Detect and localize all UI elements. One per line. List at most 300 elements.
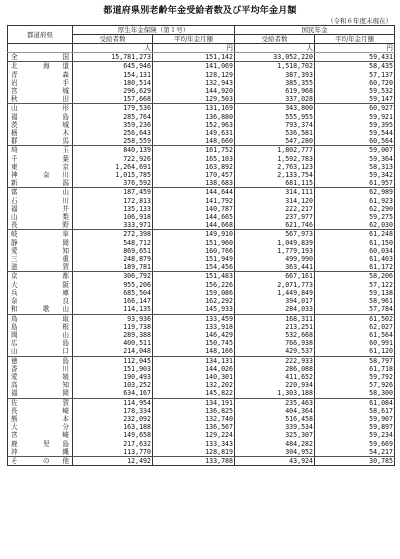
table-row <box>8 53 395 62</box>
kokumin-avg: 61,172 <box>315 263 395 272</box>
kokumin-count: 555,955 <box>235 113 315 121</box>
kokumin-avg: 57,137 <box>315 71 395 79</box>
header-kosei-count: 受給者数 <box>73 35 153 44</box>
kosei-avg: 134,191 <box>153 398 235 407</box>
kosei-avg: 129,224 <box>153 431 235 439</box>
kokumin-avg: 62,290 <box>315 205 395 213</box>
kosei-count: 296,629 <box>73 87 153 95</box>
table-row <box>8 79 395 87</box>
kosei-count: 685,504 <box>73 289 153 297</box>
kosei-count: 113,770 <box>73 448 153 457</box>
table-row <box>8 95 395 104</box>
kokumin-avg: 59,147 <box>315 95 395 104</box>
kokumin-avg: 58,797 <box>315 356 395 365</box>
kokumin-avg: 60,034 <box>315 247 395 255</box>
table-row <box>8 263 395 272</box>
kokumin-avg: 59,138 <box>315 289 395 297</box>
prefecture-name: 石 川 <box>8 197 73 205</box>
kosei-avg: 151,142 <box>153 53 235 62</box>
kokumin-count: 547,280 <box>235 137 315 146</box>
kosei-avg: 132,740 <box>153 415 235 423</box>
kokumin-count: 567,973 <box>235 230 315 239</box>
table-row <box>8 365 395 373</box>
kokumin-count: 1,303,188 <box>235 389 315 398</box>
unit-kosei-avg: 円 <box>153 44 235 53</box>
header-kokumin-avg: 平均年金月額 <box>315 35 395 44</box>
kokumin-count: 43,924 <box>235 456 315 465</box>
kosei-count: 119,738 <box>73 323 153 331</box>
kokumin-avg: 61,150 <box>315 239 395 247</box>
kokumin-avg: 59,907 <box>315 415 395 423</box>
kokumin-avg: 61,923 <box>315 197 395 205</box>
kosei-count: 135,133 <box>73 205 153 213</box>
kosei-avg: 149,631 <box>153 129 235 137</box>
kosei-avg: 161,752 <box>153 146 235 155</box>
kosei-avg: 151,949 <box>153 255 235 263</box>
header-kosei: 厚生年金保険（第１号） <box>73 26 235 35</box>
prefecture-name: 山 口 <box>8 347 73 356</box>
kosei-count: 114,135 <box>73 305 153 314</box>
kosei-avg: 133,343 <box>153 440 235 448</box>
kosei-avg: 132,943 <box>153 79 235 87</box>
kosei-avg: 162,292 <box>153 297 235 305</box>
prefecture-name: 埼 玉 <box>8 146 73 155</box>
kosei-count: 157,668 <box>73 95 153 104</box>
kokumin-count: 284,033 <box>235 305 315 314</box>
kokumin-count: 1,049,839 <box>235 239 315 247</box>
kokumin-avg: 62,027 <box>315 323 395 331</box>
kosei-avg: 141,069 <box>153 62 235 71</box>
table-row <box>8 113 395 121</box>
prefecture-name: 群 馬 <box>8 137 73 146</box>
kokumin-count: 314,111 <box>235 188 315 197</box>
table-row <box>8 230 395 239</box>
kokumin-count: 1,802,777 <box>235 146 315 155</box>
unit-row <box>8 44 395 53</box>
kosei-count: 187,459 <box>73 188 153 197</box>
kokumin-avg: 61,502 <box>315 314 395 323</box>
table-row <box>8 347 395 356</box>
kosei-avg: 138,683 <box>153 179 235 188</box>
kosei-count: 12,492 <box>73 456 153 465</box>
kokumin-avg: 58,961 <box>315 297 395 305</box>
kosei-avg: 132,202 <box>153 381 235 389</box>
kosei-count: 15,781,273 <box>73 53 153 62</box>
kosei-avg: 144,644 <box>153 188 235 197</box>
kokumin-count: 499,990 <box>235 255 315 263</box>
kokumin-count: 339,534 <box>235 423 315 431</box>
kosei-avg: 140,787 <box>153 205 235 213</box>
kokumin-count: 387,393 <box>235 71 315 79</box>
kosei-count: 190,493 <box>73 373 153 381</box>
kosei-avg: 149,910 <box>153 230 235 239</box>
kokumin-count: 213,251 <box>235 323 315 331</box>
kokumin-count: 516,458 <box>235 415 315 423</box>
kosei-count: 359,236 <box>73 121 153 129</box>
kokumin-avg: 61,120 <box>315 347 395 356</box>
kokumin-count: 222,217 <box>235 205 315 213</box>
prefecture-name: 長 崎 <box>8 407 73 415</box>
kokumin-avg: 59,921 <box>315 113 395 121</box>
kosei-avg: 133,788 <box>153 456 235 465</box>
kosei-count: 112,045 <box>73 356 153 365</box>
kokumin-count: 235,463 <box>235 398 315 407</box>
table-row <box>8 431 395 439</box>
kokumin-count: 2,133,754 <box>235 171 315 179</box>
kosei-count: 840,139 <box>73 146 153 155</box>
kokumin-count: 33,052,220 <box>235 53 315 62</box>
kokumin-avg: 54,217 <box>315 448 395 457</box>
kosei-avg: 144,026 <box>153 365 235 373</box>
kosei-avg: 152,963 <box>153 121 235 129</box>
kokumin-count: 237,977 <box>235 213 315 221</box>
prefecture-name: 新 潟 <box>8 179 73 188</box>
kokumin-count: 1,592,783 <box>235 155 315 163</box>
kosei-avg: 131,169 <box>153 104 235 113</box>
kokumin-avg: 58,313 <box>315 163 395 171</box>
kokumin-count: 1,518,702 <box>235 62 315 71</box>
kosei-count: 400,511 <box>73 339 153 347</box>
kosei-avg: 136,880 <box>153 113 235 121</box>
kosei-avg: 141,792 <box>153 197 235 205</box>
kokumin-avg: 57,926 <box>315 381 395 389</box>
kosei-count: 306,792 <box>73 272 153 281</box>
table-row <box>8 87 395 95</box>
table-row <box>8 62 395 71</box>
kosei-count: 172,813 <box>73 197 153 205</box>
kosei-avg: 133,918 <box>153 323 235 331</box>
prefecture-name: 佐 賀 <box>8 398 73 407</box>
kokumin-count: 1,449,849 <box>235 289 315 297</box>
page-title: 都道府県別老齢年金受給者数及び平均年金月額 <box>103 6 297 16</box>
kosei-count: 272,398 <box>73 230 153 239</box>
table-row <box>8 129 395 137</box>
prefecture-name: 長 野 <box>8 221 73 230</box>
kosei-count: 154,131 <box>73 71 153 79</box>
prefecture-name: 京 都 <box>8 272 73 281</box>
kokumin-count: 314,120 <box>235 197 315 205</box>
kosei-count: 955,206 <box>73 281 153 289</box>
kosei-count: 285,764 <box>73 113 153 121</box>
kosei-count: 1,264,691 <box>73 163 153 171</box>
kokumin-count: 222,933 <box>235 356 315 365</box>
kosei-count: 645,946 <box>73 62 153 71</box>
kosei-avg: 144,668 <box>153 221 235 230</box>
prefecture-name: 三 重 <box>8 255 73 263</box>
kosei-avg: 128,129 <box>153 71 235 79</box>
kokumin-count: 343,800 <box>235 104 315 113</box>
kokumin-avg: 60,927 <box>315 104 395 113</box>
kosei-count: 1,015,785 <box>73 171 153 179</box>
kokumin-count: 304,952 <box>235 448 315 457</box>
table-row <box>8 221 395 230</box>
prefecture-name: 岡 山 <box>8 331 73 339</box>
prefecture-name: そ の 他 <box>8 456 73 465</box>
unit-blank <box>8 44 73 53</box>
prefecture-name: 福 島 <box>8 113 73 121</box>
table-row <box>8 281 395 289</box>
kosei-count: 217,632 <box>73 440 153 448</box>
kosei-avg: 148,166 <box>153 347 235 356</box>
prefecture-name: 福 岡 <box>8 389 73 398</box>
kokumin-count: 394,017 <box>235 297 315 305</box>
prefecture-name: 山 梨 <box>8 213 73 221</box>
prefecture-name: 奈 良 <box>8 297 73 305</box>
kosei-count: 232,092 <box>73 415 153 423</box>
kosei-avg: 165,103 <box>153 155 235 163</box>
kosei-avg: 128,819 <box>153 448 235 457</box>
kokumin-avg: 62,989 <box>315 188 395 197</box>
table-row <box>8 398 395 407</box>
kosei-avg: 146,429 <box>153 331 235 339</box>
kosei-count: 548,712 <box>73 239 153 247</box>
prefecture-name: 沖 縄 <box>8 448 73 457</box>
table-row <box>8 456 395 465</box>
kokumin-avg: 61,564 <box>315 331 395 339</box>
kokumin-count: 385,355 <box>235 79 315 87</box>
prefecture-name: 宮 崎 <box>8 431 73 439</box>
table-row <box>8 205 395 213</box>
kosei-count: 166,147 <box>73 297 153 305</box>
unit-kokumin-count: 人 <box>235 44 315 53</box>
table-row <box>8 188 395 197</box>
kokumin-avg: 57,122 <box>315 281 395 289</box>
kokumin-count: 429,537 <box>235 347 315 356</box>
as-of-note: （令和６年度末現在） <box>327 17 392 25</box>
kosei-avg: 150,745 <box>153 339 235 347</box>
table-row <box>8 272 395 281</box>
table-row <box>8 155 395 163</box>
table-row <box>8 381 395 389</box>
prefecture-name: 東 京 <box>8 163 73 171</box>
kosei-count: 180,514 <box>73 79 153 87</box>
kokumin-avg: 61,403 <box>315 255 395 263</box>
kokumin-count: 532,668 <box>235 331 315 339</box>
kosei-count: 722,926 <box>73 155 153 163</box>
kokumin-count: 619,968 <box>235 87 315 95</box>
prefecture-name: 千 葉 <box>8 155 73 163</box>
kokumin-count: 484,282 <box>235 440 315 448</box>
table-body <box>8 44 395 466</box>
kokumin-count: 337,028 <box>235 95 315 104</box>
prefecture-name: 青 森 <box>8 71 73 79</box>
kokumin-count: 2,763,123 <box>235 163 315 171</box>
prefecture-name: 宮 城 <box>8 87 73 95</box>
prefecture-name: 熊 本 <box>8 415 73 423</box>
table-row <box>8 121 395 129</box>
kosei-avg: 140,301 <box>153 373 235 381</box>
table-row <box>8 247 395 255</box>
kosei-count: 248,879 <box>73 255 153 263</box>
kokumin-avg: 62,030 <box>315 221 395 230</box>
kokumin-avg: 58,435 <box>315 62 395 71</box>
prefecture-name: 島 根 <box>8 323 73 331</box>
kosei-count: 333,971 <box>73 221 153 230</box>
table-row <box>8 440 395 448</box>
kokumin-count: 1,779,193 <box>235 247 315 255</box>
kosei-count: 149,658 <box>73 431 153 439</box>
kokumin-avg: 59,364 <box>315 155 395 163</box>
table-row <box>8 104 395 113</box>
kokumin-avg: 59,792 <box>315 373 395 381</box>
kokumin-avg: 60,991 <box>315 339 395 347</box>
prefecture-name: 兵 庫 <box>8 289 73 297</box>
kokumin-avg: 59,897 <box>315 423 395 431</box>
prefecture-name: 大 分 <box>8 423 73 431</box>
kokumin-avg: 57,784 <box>315 305 395 314</box>
kokumin-avg: 30,785 <box>315 456 395 465</box>
kosei-count: 163,188 <box>73 423 153 431</box>
kokumin-avg: 59,275 <box>315 213 395 221</box>
kosei-avg: 160,766 <box>153 247 235 255</box>
table-row <box>8 407 395 415</box>
table-row <box>8 137 395 146</box>
kokumin-count: 168,311 <box>235 314 315 323</box>
kokumin-avg: 60,720 <box>315 79 395 87</box>
table-row <box>8 448 395 457</box>
kokumin-avg: 59,234 <box>315 431 395 439</box>
header-kokumin: 国民年金 <box>235 26 395 35</box>
prefecture-name: 岩 手 <box>8 79 73 87</box>
kokumin-avg: 61,718 <box>315 365 395 373</box>
kosei-avg: 151,483 <box>153 272 235 281</box>
kokumin-avg: 59,007 <box>315 146 395 155</box>
kosei-count: 289,388 <box>73 331 153 339</box>
kokumin-avg: 59,532 <box>315 87 395 95</box>
kokumin-count: 363,441 <box>235 263 315 272</box>
kokumin-count: 621,746 <box>235 221 315 230</box>
kosei-count: 634,167 <box>73 389 153 398</box>
kosei-avg: 154,456 <box>153 263 235 272</box>
kosei-count: 256,643 <box>73 129 153 137</box>
prefecture-name: 鹿 児 島 <box>8 440 73 448</box>
table-row <box>8 389 395 398</box>
prefecture-name: 山 形 <box>8 104 73 113</box>
table-row <box>8 255 395 263</box>
table-row <box>8 423 395 431</box>
kosei-count: 93,936 <box>73 314 153 323</box>
table-row <box>8 179 395 188</box>
table-row <box>8 297 395 305</box>
prefecture-name: 茨 城 <box>8 121 73 129</box>
unit-kokumin-avg: 円 <box>315 44 395 53</box>
kosei-avg: 133,459 <box>153 314 235 323</box>
prefecture-name: 徳 島 <box>8 356 73 365</box>
kosei-count: 258,559 <box>73 137 153 146</box>
kosei-avg: 134,131 <box>153 356 235 365</box>
prefecture-name: 岐 阜 <box>8 230 73 239</box>
prefecture-name: 広 島 <box>8 339 73 347</box>
kosei-avg: 144,920 <box>153 87 235 95</box>
header-row-1 <box>8 26 395 35</box>
table-row <box>8 356 395 365</box>
kokumin-avg: 58,206 <box>315 272 395 281</box>
table-row <box>8 213 395 221</box>
kokumin-avg: 59,669 <box>315 440 395 448</box>
table-row <box>8 289 395 297</box>
kosei-count: 189,781 <box>73 263 153 272</box>
table-row <box>8 314 395 323</box>
prefecture-name: 秋 田 <box>8 95 73 104</box>
kosei-avg: 129,503 <box>153 95 235 104</box>
kosei-count: 114,954 <box>73 398 153 407</box>
kosei-avg: 136,825 <box>153 407 235 415</box>
prefecture-name: 高 知 <box>8 381 73 389</box>
kokumin-count: 536,581 <box>235 129 315 137</box>
header-prefecture: 都道府県 <box>8 26 73 44</box>
prefecture-name: 和 歌 山 <box>8 305 73 314</box>
kokumin-avg: 61,957 <box>315 179 395 188</box>
prefecture-name: 福 井 <box>8 205 73 213</box>
header-kosei-avg: 平均年金月額 <box>153 35 235 44</box>
prefecture-name: 全 国 <box>8 53 73 62</box>
prefecture-name: 滋 賀 <box>8 263 73 272</box>
kokumin-count: 325,307 <box>235 431 315 439</box>
kokumin-count: 766,938 <box>235 339 315 347</box>
kosei-avg: 145,933 <box>153 305 235 314</box>
table-row <box>8 339 395 347</box>
table-row <box>8 171 395 179</box>
kosei-avg: 159,086 <box>153 289 235 297</box>
kokumin-avg: 59,544 <box>315 129 395 137</box>
table-row <box>8 323 395 331</box>
kokumin-avg: 58,617 <box>315 407 395 415</box>
table-row <box>8 197 395 205</box>
kokumin-count: 220,934 <box>235 381 315 389</box>
kosei-count: 179,536 <box>73 104 153 113</box>
kosei-count: 376,592 <box>73 179 153 188</box>
kosei-avg: 136,567 <box>153 423 235 431</box>
kosei-count: 151,903 <box>73 365 153 373</box>
kosei-avg: 170,457 <box>153 171 235 179</box>
kokumin-count: 286,088 <box>235 365 315 373</box>
kosei-avg: 148,660 <box>153 137 235 146</box>
prefecture-name: 静 岡 <box>8 239 73 247</box>
prefecture-name: 愛 知 <box>8 247 73 255</box>
kokumin-count: 681,115 <box>235 179 315 188</box>
kosei-avg: 144,665 <box>153 213 235 221</box>
prefecture-name: 愛 媛 <box>8 373 73 381</box>
kosei-avg: 151,960 <box>153 239 235 247</box>
prefecture-name: 栃 木 <box>8 129 73 137</box>
unit-kosei-count: 人 <box>73 44 153 53</box>
kosei-avg: 145,822 <box>153 389 235 398</box>
kosei-count: 103,252 <box>73 381 153 389</box>
table-row <box>8 305 395 314</box>
kokumin-avg: 61,248 <box>315 230 395 239</box>
prefecture-name: 神 奈 川 <box>8 171 73 179</box>
header-kokumin-count: 受給者数 <box>235 35 315 44</box>
kokumin-count: 404,364 <box>235 407 315 415</box>
prefecture-name: 大 阪 <box>8 281 73 289</box>
pension-table <box>7 25 395 466</box>
kokumin-avg: 61,084 <box>315 398 395 407</box>
kokumin-count: 411,652 <box>235 373 315 381</box>
prefecture-name: 北 海 道 <box>8 62 73 71</box>
table-row <box>8 331 395 339</box>
prefecture-name: 香 川 <box>8 365 73 373</box>
kosei-count: 178,334 <box>73 407 153 415</box>
table-row <box>8 163 395 171</box>
kokumin-count: 667,161 <box>235 272 315 281</box>
kosei-count: 869,651 <box>73 247 153 255</box>
table-row <box>8 415 395 423</box>
kosei-count: 106,918 <box>73 213 153 221</box>
kokumin-count: 2,071,773 <box>235 281 315 289</box>
kokumin-avg: 59,342 <box>315 171 395 179</box>
kosei-avg: 163,892 <box>153 163 235 171</box>
kokumin-count: 793,374 <box>235 121 315 129</box>
